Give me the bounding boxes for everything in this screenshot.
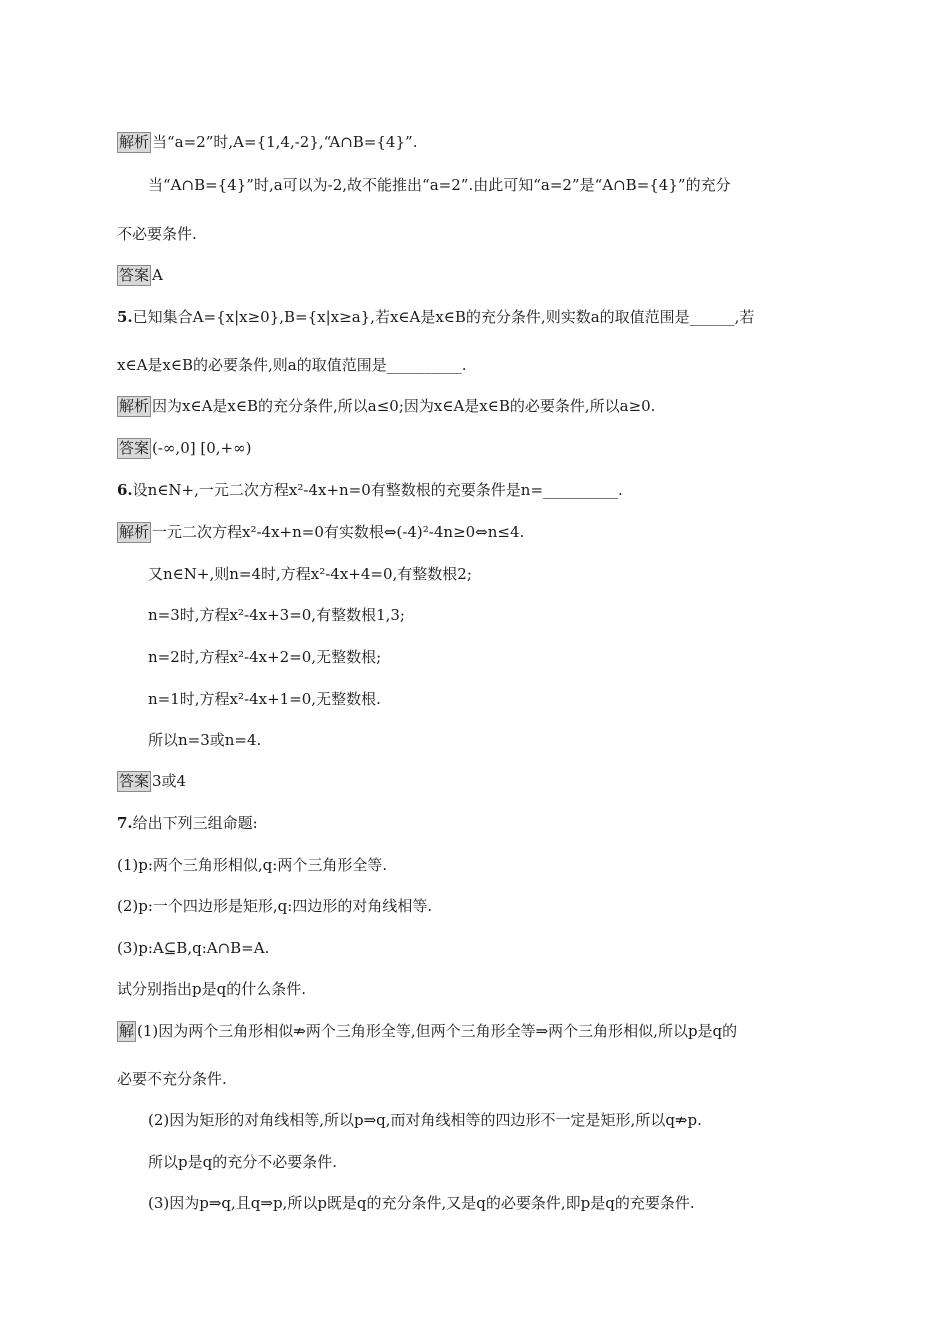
line-text: 给出下列三组命题: [132,814,258,832]
analysis-tag: 解析 [119,397,150,415]
body-line: (2)p:一个四边形是矩形,q:四边形的对角线相等. [117,897,433,915]
question-number: 5. [117,308,133,326]
body-line: n=3时,方程x²-4x+3=0,有整数根1,3; [148,606,405,624]
answer-line [117,770,186,792]
line-text: 3或4 [152,772,187,790]
line-text: (-∞,0] [0,+∞) [152,439,252,457]
line-text: 因为x∈A是x∈B的充分条件,所以a≤0;因为x∈A是x∈B的必要条件,所以a≥0. [152,397,656,415]
body-line: 必要不充分条件. [117,1070,227,1088]
analysis-line [117,395,655,417]
line-text: 一元二次方程x²-4x+n=0有实数根⇔(-4)²-4n≥0⇔n≤4. [152,523,525,541]
answer-tag: 答案 [119,266,150,284]
question-number: 7. [117,814,133,832]
body-line: x∈A是x∈B的必要条件,则a的取值范围是__________. [117,356,467,374]
body-line: 所以p是q的充分不必要条件. [148,1153,337,1171]
solution-line [117,1020,737,1042]
solution-tag: 解 [119,1022,135,1040]
answer-tag: 答案 [119,772,150,790]
question-6 [117,479,623,501]
body-line: (3)因为p⇒q,且q⇒p,所以p既是q的充分条件,又是q的必要条件,即p是q的充要条件. [148,1194,695,1212]
analysis-tag: 解析 [119,523,150,541]
body-line: 试分别指出p是q的什么条件. [117,980,306,998]
body-line: 不必要条件. [117,225,197,243]
answer-line [117,437,251,459]
body-line: (3)p:A⊆B,q:A∩B=A. [117,939,270,957]
line-text: 当“a=2”时,A={1,4,-2},“A∩B={4}”. [152,133,418,151]
analysis-line [117,131,417,153]
body-line: 又n∈N+,则n=4时,方程x²-4x+4=0,有整数根2; [148,565,472,583]
answer-tag: 答案 [119,439,150,457]
body-line: (1)p:两个三角形相似,q:两个三角形全等. [117,856,388,874]
body-line: n=1时,方程x²-4x+1=0,无整数根. [148,690,381,708]
body-line: (2)因为矩形的对角线相等,所以p⇒q,而对角线相等的四边形不一定是矩形,所以q⇏p. [148,1111,702,1129]
answer-line [117,264,163,286]
question-7 [117,812,258,834]
question-5 [117,306,754,328]
line-text: (1)因为两个三角形相似⇏两个三角形全等,但两个三角形全等⇒两个三角形相似,所以p是q的 [137,1022,738,1040]
analysis-line [117,521,524,543]
analysis-tag: 解析 [119,133,150,151]
body-line: n=2时,方程x²-4x+2=0,无整数根; [148,648,382,666]
question-number: 6. [117,481,133,499]
line-text: 已知集合A={x|x≥0},B={x|x≥a},若x∈A是x∈B的充分条件,则实数a的取值范围是______,若 [132,308,755,326]
line-text: 设n∈N+,一元二次方程x²-4x+n=0有整数根的充要条件是n=__________. [132,481,623,499]
body-line: 当“A∩B={4}”时,a可以为-2,故不能推出“a=2”.由此可知“a=2”是“A∩B={4}”的充分 [148,176,731,194]
line-text: A [152,266,163,284]
body-line: 所以n=3或n=4. [148,731,262,749]
